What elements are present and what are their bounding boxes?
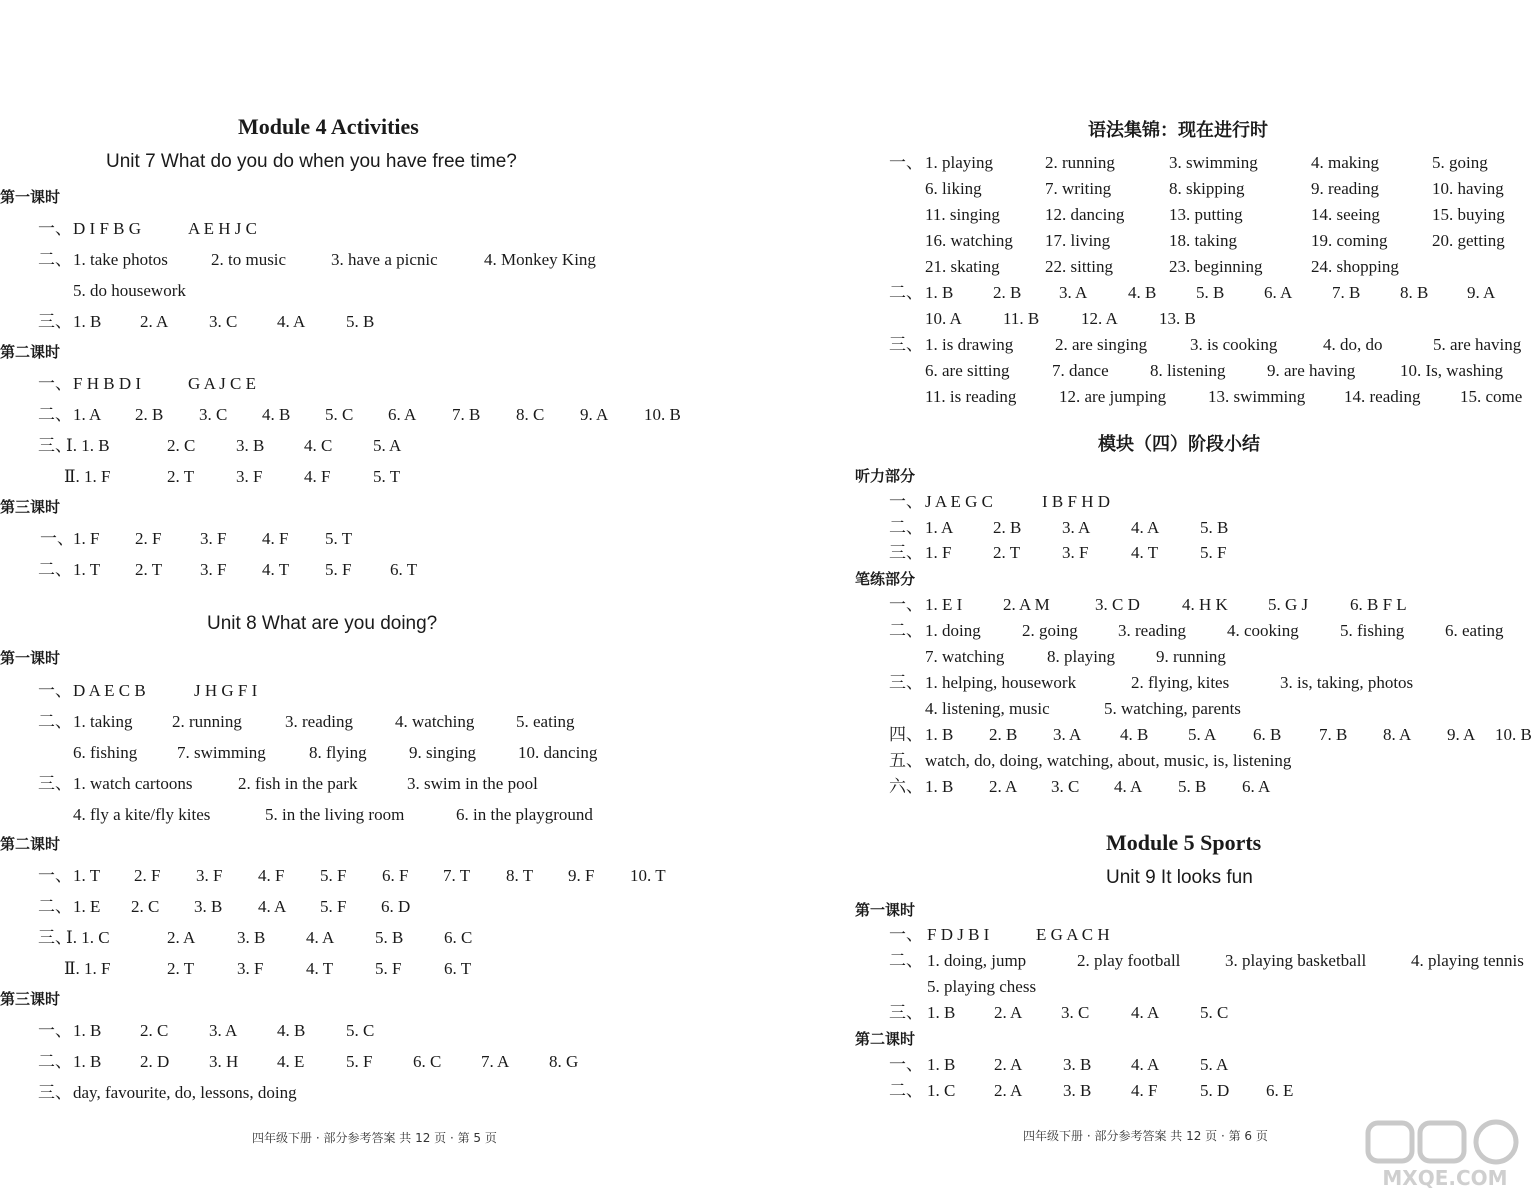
answer-item: 5. F [320,866,347,885]
answer-item: 2. F [134,866,161,885]
answer-item: 16. watching [925,231,1013,250]
watermark-logo [1360,1119,1530,1191]
answer-item: 2. A [989,777,1018,796]
answer-item: 5. B [1200,518,1229,537]
left-page [0,0,760,1197]
answer-item: E G A C H [1036,925,1110,944]
answer-item: 1. C [927,1081,956,1100]
answer-item: 1. taking [73,712,133,731]
answer-item: 1. is drawing [925,335,1014,354]
answer-item: 一、 [889,153,923,172]
answer-item: 15. buying [1432,205,1505,224]
answer-item: 9. are having [1267,361,1356,380]
answer-item: 2. C [131,897,160,916]
answer-item: 3. B [1063,1081,1092,1100]
answer-item: 5. in the living room [265,805,405,824]
answer-item: 4. playing tennis [1411,951,1524,970]
answer-item: 8. G [549,1052,579,1071]
answer-item: 5. A [1200,1055,1229,1074]
answer-item: 三、 [38,928,72,947]
lesson-heading: 第一课时 [0,649,61,667]
answer-item: 5. fishing [1340,621,1405,640]
answer-item: 4. F [1131,1081,1158,1100]
answer-item: 1. playing [925,153,993,172]
answer-item: 1. helping, housework [925,673,1077,692]
answer-item: J H G F I [194,681,258,700]
answer-item: 21. skating [925,257,1000,276]
answer-item: 2. A [994,1081,1023,1100]
answer-item: Ⅱ. 1. F [64,959,111,978]
unit-title: Unit 7 What do you do when you have free time? [106,151,517,172]
answer-item: 4. A [258,897,287,916]
answer-item: 1. A [925,518,954,537]
answer-item: 5. F [346,1052,373,1071]
answer-item: 9. singing [409,743,477,762]
answer-item: 4. H K [1182,595,1228,614]
answer-item: 2. B [993,283,1022,302]
answer-item: 2. A M [1003,595,1050,614]
answer-item: 5. D [1200,1081,1230,1100]
answer-item: 1. E I [925,595,963,614]
answer-item: 3. F [196,866,223,885]
answer-item: 3. F [236,467,263,486]
page-footer: 四年级下册 · 部分参考答案 共 12 页 · 第 5 页 [252,1131,497,1145]
page-footer: 四年级下册 · 部分参考答案 共 12 页 · 第 6 页 [1023,1129,1268,1143]
answer-item: 18. taking [1169,231,1237,250]
answer-item: 3. C [1051,777,1080,796]
answer-item: 8. B [1400,283,1429,302]
answer-item: 5. G J [1268,595,1309,614]
answer-item: 7. watching [925,647,1005,666]
answer-item: 2. fish in the park [238,774,358,793]
answer-item: 22. sitting [1045,257,1114,276]
answer-item: 3. F [237,959,264,978]
answer-item: 6. A [1242,777,1271,796]
module-title: Module 5 Sports [1106,830,1262,855]
unit-title: Unit 8 What are you doing? [207,613,438,634]
answer-item: 12. are jumping [1059,387,1167,406]
answer-item: 12. dancing [1045,205,1125,224]
answer-item: I B F H D [1042,492,1111,511]
answer-item: 4. do, do [1323,335,1383,354]
answer-item: 1. F [73,529,100,548]
answer-item: 四、 [889,725,923,744]
answer-item: 7. swimming [177,743,266,762]
answer-item: 2. flying, kites [1131,673,1230,692]
answer-item: 3. B [237,928,266,947]
answer-item: 2. A [167,928,196,947]
section-heading: 笔练部分 [855,570,916,588]
answer-item: 4. watching [395,712,475,731]
answer-item: 11. is reading [925,387,1017,406]
answer-item: 3. A [1053,725,1082,744]
answer-item: 3. B [236,436,265,455]
answer-item: 3. C [1061,1003,1090,1022]
answer-item: 二、 [889,283,923,302]
answer-item: 9. running [1156,647,1226,666]
answer-item: 一、 [889,1055,923,1074]
answer-item: 1. B [73,1021,102,1040]
answer-item: 11. B [1003,309,1040,328]
answer-item: 五、 [889,751,923,770]
answer-item: 7. B [452,405,481,424]
unit-title: Unit 9 It looks fun [1106,867,1253,888]
answer-item: 4. B [1128,283,1157,302]
answer-item: 4. A [1114,777,1143,796]
answer-item: 4. B [262,405,291,424]
answer-item: 8. skipping [1169,179,1245,198]
lesson-heading: 第二课时 [855,1030,916,1048]
answer-item: 24. shopping [1311,257,1399,276]
answer-item: 一、 [38,219,72,238]
answer-item: 5. T [325,529,353,548]
answer-item: 2. C [167,436,196,455]
lesson-heading: 第二课时 [0,343,61,361]
answer-item: 3. C [199,405,228,424]
answer-item: Ⅱ. 1. F [64,467,111,486]
answer-item: 3. is, taking, photos [1280,673,1414,692]
watermark-text: MXQE.COM [1382,1166,1508,1190]
answer-item: 10. A [925,309,962,328]
answer-item: 9. reading [1311,179,1379,198]
answer-item: 5. do housework [73,281,186,300]
answer-item: 5. A [373,436,402,455]
answer-item: Ⅰ. 1. B [66,436,110,455]
answer-item: 1. B [927,1055,956,1074]
answer-item: 3. have a picnic [331,250,438,269]
answer-item: 8. playing [1047,647,1115,666]
answer-item: 一、 [38,1021,72,1040]
answer-item: F H B D I [73,374,142,393]
answer-item: watch, do, doing, watching, about, music, is, listening [925,751,1292,770]
answer-item: 一、 [889,492,923,511]
answer-item: 一、 [889,595,923,614]
answer-item: 10. dancing [518,743,598,762]
answer-item: 8. C [516,405,545,424]
answer-item: 3. F [1062,543,1089,562]
answer-item: 4. T [262,560,290,579]
summary-title: 模块（四）阶段小结 [1098,434,1260,455]
answer-item: 9. A [580,405,609,424]
answer-item: 5. C [346,1021,375,1040]
answer-item: 10. B [1495,725,1532,744]
answer-item: 5. F [375,959,402,978]
answer-item: 二、 [889,951,923,970]
answer-item: 2. going [1022,621,1078,640]
answer-item: 15. come [1460,387,1523,406]
answer-item: 6. B F L [1350,595,1407,614]
answer-item: 6. A [388,405,417,424]
answer-item: 5. F [320,897,347,916]
answer-item: 4. F [262,529,289,548]
answer-item: 二、 [38,712,72,731]
answer-item: 6. T [390,560,418,579]
answer-item: 2. B [989,725,1018,744]
answer-item: 8. flying [309,743,367,762]
answer-item: 2. T [167,959,195,978]
answer-item: 5. T [373,467,401,486]
lesson-heading: 第一课时 [0,188,61,206]
answer-item: 6. eating [1445,621,1504,640]
answer-item: 1. B [73,1052,102,1071]
answer-item: 10. T [630,866,666,885]
answer-item: D I F B G [73,219,142,238]
answer-item: 1. doing [925,621,981,640]
answer-item: 三、 [889,1003,923,1022]
answer-item: 5. C [325,405,354,424]
answer-item: 3. playing basketball [1225,951,1367,970]
answer-item: 1. T [73,866,101,885]
answer-item: 5. B [346,312,375,331]
answer-item: 3. A [1059,283,1088,302]
answer-item: 4. listening, music [925,699,1050,718]
lesson-heading: 第三课时 [0,498,61,516]
answer-item: 5. playing chess [927,977,1037,996]
answer-item: 5. watching, parents [1104,699,1241,718]
answer-item: 3. A [1062,518,1091,537]
answer-item: 20. getting [1432,231,1505,250]
answer-item: 6. fishing [73,743,138,762]
answer-item: 2. T [135,560,163,579]
answer-item: 1. watch cartoons [73,774,193,793]
answer-item: 10. B [644,405,681,424]
answer-item: D A E C B [73,681,146,700]
answer-item: 2. running [1045,153,1115,172]
answer-item: 6. are sitting [925,361,1010,380]
answer-item: 三、 [889,673,923,692]
answer-item: 14. reading [1344,387,1421,406]
answer-item: 2. B [135,405,164,424]
answer-item: 5. A [1188,725,1217,744]
answer-item: J A E G C [925,492,994,511]
answer-item: 5. B [1196,283,1225,302]
answer-item: 4. A [1131,1055,1160,1074]
answer-item: 19. coming [1311,231,1388,250]
answer-item: 二、 [38,1052,72,1071]
answer-item: 2. B [993,518,1022,537]
answer-item: F D J B I [927,925,990,944]
answer-item: 17. living [1045,231,1111,250]
answer-item: 一、 [38,374,72,393]
answer-item: 6. T [444,959,472,978]
answer-item: 1. F [925,543,952,562]
answer-item: 2. T [993,543,1021,562]
answer-item: Ⅰ. 1. C [66,928,110,947]
answer-item: 一、 [889,925,923,944]
answer-item: 8. A [1383,725,1412,744]
answer-item: 6. A [1264,283,1293,302]
answer-item: 1. doing, jump [927,951,1027,970]
answer-item: 1. T [73,560,101,579]
answer-item: 13. B [1159,309,1196,328]
answer-item: 二、 [889,1081,923,1100]
answer-item: 5. are having [1433,335,1522,354]
answer-item: 4. F [304,467,331,486]
answer-item: 3. reading [285,712,353,731]
answer-item: 三、 [38,312,72,331]
answer-item: 六、 [889,777,923,796]
answer-item: 4. fly a kite/fly kites [73,805,211,824]
answer-item: 1. B [73,312,102,331]
answer-item: 6. liking [925,179,982,198]
answer-item: 2. are singing [1055,335,1148,354]
answer-item: 3. C D [1095,595,1140,614]
answer-item: 三、 [38,1083,72,1102]
answer-item: 2. to music [211,250,287,269]
answer-item: 11. singing [925,205,1000,224]
section-heading: 听力部分 [855,467,916,485]
answer-item: 3. H [209,1052,239,1071]
answer-item: 4. B [1120,725,1149,744]
answer-item: 1. A [73,405,102,424]
answer-item: 2. running [172,712,242,731]
answer-item: 1. B [927,1003,956,1022]
answer-item: 3. F [200,529,227,548]
answer-item: 二、 [889,518,923,537]
answer-item: 3. C [209,312,238,331]
answer-item: 6. C [444,928,473,947]
answer-item: 4. A [1131,1003,1160,1022]
answer-item: 12. A [1081,309,1118,328]
answer-item: 2. T [167,467,195,486]
answer-item: 4. T [306,959,334,978]
answer-item: 3. B [1063,1055,1092,1074]
answer-item: 8. listening [1150,361,1226,380]
answer-item: 7. writing [1045,179,1112,198]
answer-item: 3. swimming [1169,153,1258,172]
answer-item: 4. A [1131,518,1160,537]
answer-item: 1. B [925,725,954,744]
answer-item: G A J C E [188,374,257,393]
answer-item: 3. F [200,560,227,579]
answer-item: 6. B [1253,725,1282,744]
answer-item: 一、 [40,529,74,548]
answer-item: 10. Is, washing [1400,361,1503,380]
answer-item: 5. B [375,928,404,947]
answer-item: 4. A [277,312,306,331]
answer-item: 二、 [889,621,923,640]
answer-item: 7. T [443,866,471,885]
answer-item: 5. C [1200,1003,1229,1022]
answer-item: 6. F [382,866,409,885]
answer-item: 2. A [994,1003,1023,1022]
answer-item: 二、 [38,250,72,269]
answer-item: 3. reading [1118,621,1186,640]
answer-item: 14. seeing [1311,205,1380,224]
answer-item: 1. B [925,283,954,302]
answer-item: 7. B [1319,725,1348,744]
answer-item: 4. A [306,928,335,947]
answer-item: 三、 [889,543,923,562]
answer-item: 4. F [258,866,285,885]
answer-item: 三、 [889,335,923,354]
answer-item: 23. beginning [1169,257,1263,276]
answer-item: 2. A [994,1055,1023,1074]
answer-item: 2. A [140,312,169,331]
answer-item: 三、 [38,774,72,793]
answer-item: 5. F [325,560,352,579]
right-page [845,0,1536,1197]
answer-item: 7. dance [1052,361,1109,380]
answer-item: 13. swimming [1208,387,1306,406]
answer-item: 一、 [38,681,72,700]
answer-item: 4. Monkey King [484,250,596,269]
answer-item: 一、 [38,866,72,885]
answer-item: A E H J C [188,219,257,238]
answer-item: 二、 [38,405,72,424]
answer-item: 2. play football [1077,951,1181,970]
answer-item: 9. A [1467,283,1496,302]
answer-item: 7. A [481,1052,510,1071]
lesson-heading: 第二课时 [0,835,61,853]
answer-item: 4. making [1311,153,1379,172]
answer-item: 5. going [1432,153,1488,172]
answer-item: 3. swim in the pool [407,774,538,793]
answer-item: 4. cooking [1227,621,1299,640]
answer-item: 4. C [304,436,333,455]
answer-item: 2. D [140,1052,170,1071]
answer-item: 9. F [568,866,595,885]
answer-item: 2. F [135,529,162,548]
answer-item: 6. in the playground [456,805,593,824]
answer-item: 1. B [925,777,954,796]
answer-item: 4. B [277,1021,306,1040]
answer-item: 3. A [209,1021,238,1040]
answer-item: 6. D [381,897,411,916]
answer-item: 4. E [277,1052,305,1071]
answer-item: 4. T [1131,543,1159,562]
answer-item: day, favourite, do, lessons, doing [73,1083,297,1102]
answer-item: 3. B [194,897,223,916]
answer-item: 10. having [1432,179,1504,198]
grammar-title: 语法集锦：现在进行时 [1088,120,1268,141]
lesson-heading: 第一课时 [855,901,916,919]
answer-item: 7. B [1332,283,1361,302]
answer-item: 9. A [1447,725,1476,744]
answer-item: 5. B [1178,777,1207,796]
answer-item: 二、 [38,897,72,916]
answer-item: 6. C [413,1052,442,1071]
answer-item: 1. E [73,897,101,916]
answer-item: 1. take photos [73,250,168,269]
module-title: Module 4 Activities [238,114,419,139]
answer-item: 2. C [140,1021,169,1040]
answer-item: 8. T [506,866,534,885]
answer-item: 5. F [1200,543,1227,562]
lesson-heading: 第三课时 [0,990,61,1008]
answer-item: 二、 [38,560,72,579]
answer-item: 3. is cooking [1190,335,1278,354]
answer-item: 5. eating [516,712,575,731]
answer-item: 三、 [38,436,72,455]
answer-item: 6. E [1266,1081,1294,1100]
answer-item: 13. putting [1169,205,1243,224]
